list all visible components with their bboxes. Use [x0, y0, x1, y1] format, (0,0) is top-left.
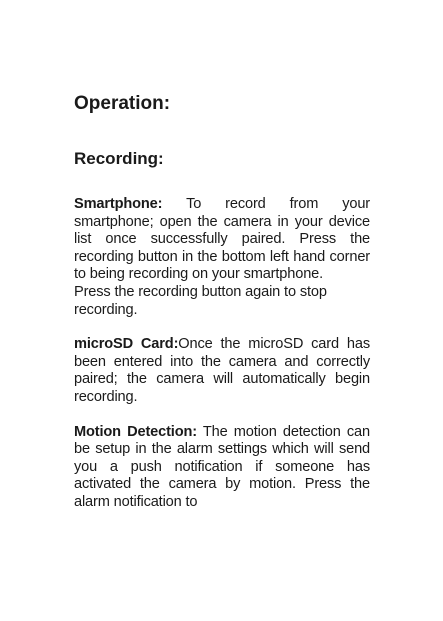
smartphone-lead: Smartphone: [74, 196, 163, 212]
section-heading: Recording: [74, 149, 164, 168]
stop-recording-text: Press the recording button again to stop recording. [74, 283, 327, 318]
smartphone-paragraph [74, 196, 370, 284]
motion-detection-paragraph [74, 424, 370, 512]
microsd-text: Once the microSD card has been entered into the camera and correctly paired; the camera will automatically begin recording. [74, 336, 370, 405]
document-page [74, 92, 370, 512]
smartphone-text: To record from your smartphone; open the camera in your device list once successfully paired. Press the recording button in the bottom left hand corner to being recording on your smartphone. [74, 196, 370, 283]
microsd-paragraph [74, 336, 370, 406]
motion-detection-lead: Motion Detection: [74, 423, 197, 440]
motion-detection-text: The motion detection can be setup in the alarm settings which will send you a push notification if someone has activated the camera by motion. Press the alarm notification to [74, 423, 370, 510]
page-heading: Operation: [74, 93, 171, 114]
microsd-lead: microSD Card: [74, 336, 179, 353]
stop-recording-paragraph [74, 284, 370, 319]
